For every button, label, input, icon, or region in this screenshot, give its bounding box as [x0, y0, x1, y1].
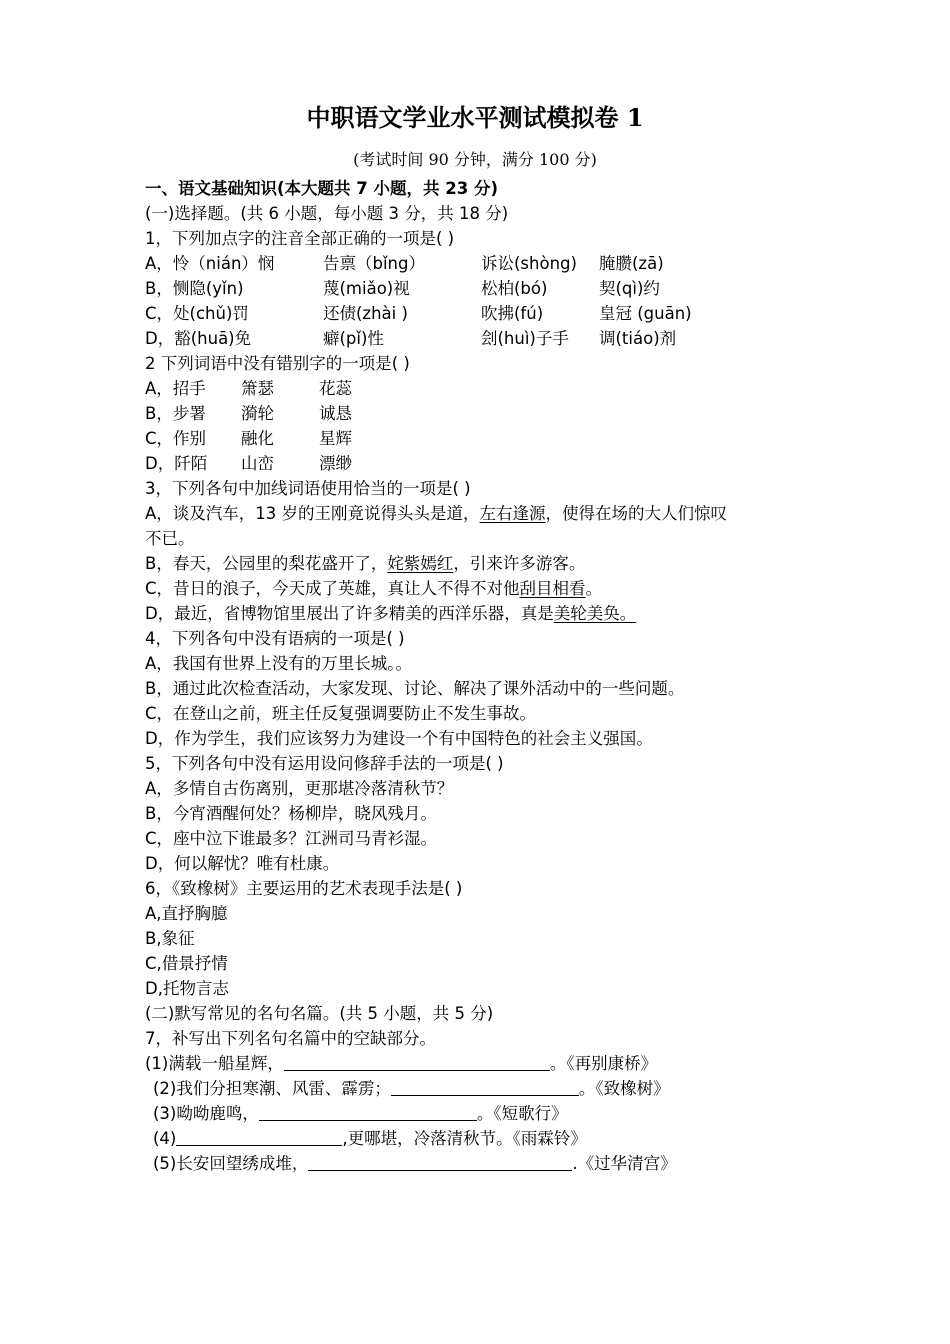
option-word: 怜（nián）悯 [172, 254, 275, 273]
q7-item-5 [153, 1151, 833, 1176]
q4-option-a: A，我国有世界上没有的万里长城。。 [145, 654, 413, 673]
option-word: 松柏(bó) [481, 279, 548, 298]
item-text: (4) [153, 1129, 177, 1148]
item-text: (2)我们分担寒潮、风雷、霹雳； [153, 1079, 391, 1098]
item-text: (1)满载一船星辉， [145, 1054, 284, 1073]
underlined-phrase: 姹紫嫣红 [387, 554, 454, 573]
q5-option-c: C，座中泣下谁最多？江洲司马青衫湿。 [145, 829, 438, 848]
q5-option-a: A，多情自古伤离别，更那堪冷落清秋节？ [145, 779, 454, 798]
option-label: C， [145, 304, 174, 323]
q2-option-a [145, 376, 825, 401]
q5-option-b: B，今宵酒醒何处？杨柳岸，晓风残月。 [145, 804, 437, 823]
option-word: 癖(pǐ)性 [323, 329, 384, 348]
option-word: 山峦 [241, 454, 274, 473]
option-word: 阡陌 [174, 454, 208, 473]
option-word: 漂缈 [319, 454, 352, 473]
q6-option-c: C,借景抒情 [145, 954, 228, 973]
option-word: 诉讼(shòng) [481, 254, 577, 273]
question-4-stem: 4，下列各句中没有语病的一项是( ) [145, 629, 405, 648]
q3-option-c [145, 576, 825, 601]
q4-option-b: B，通过此次检查活动，大家发现、讨论、解决了课外活动中的一些问题。 [145, 679, 685, 698]
option-word: 告禀（bǐng） [323, 254, 425, 273]
option-word: 腌臜(zā) [599, 254, 664, 273]
option-word: 步署 [172, 404, 206, 423]
answer-blank[interactable] [259, 1104, 477, 1121]
q3-option-d [145, 601, 825, 626]
q7-item-1 [145, 1051, 825, 1076]
q1-option-c [145, 301, 825, 326]
question-7-stem: 7，补写出下列名句名篇中的空缺部分。 [145, 1029, 436, 1048]
option-text: ，使得在场的大人们惊叹 [545, 504, 728, 523]
question-3-stem: 3，下列各句中加线词语使用恰当的一项是( ) [145, 479, 471, 498]
option-label: D， [145, 329, 175, 348]
option-text: A，谈及汽车，13 岁的王刚竟说得头头是道， [145, 504, 480, 523]
q3-option-a-continued: 不已。 [145, 529, 195, 548]
option-text: B，春天，公园里的梨花盛开了， [145, 554, 388, 573]
q5-option-d: D，何以解忧？唯有杜康。 [145, 854, 340, 873]
option-word: 处(chǔ)罚 [173, 304, 249, 323]
question-5-stem: 5，下列各句中没有运用设问修辞手法的一项是( ) [145, 754, 504, 773]
option-label: C， [145, 429, 174, 448]
q4-option-d: D，作为学生，我们应该努力为建设一个有中国特色的社会主义强国。 [145, 729, 653, 748]
q7-item-2 [153, 1076, 833, 1101]
question-1-stem: 1，下列加点字的注音全部正确的一项是( ) [145, 229, 455, 248]
option-word: 作别 [173, 429, 207, 448]
q7-item-3 [153, 1101, 833, 1126]
item-text: 。《致橡树》 [578, 1079, 670, 1098]
answer-blank[interactable] [176, 1129, 342, 1146]
q2-option-b [145, 401, 825, 426]
q2-option-c [145, 426, 825, 451]
option-word: 豁(huā)免 [174, 329, 252, 348]
page-title: 中职语文学业水平测试模拟卷 1 [306, 103, 644, 132]
part1-heading: (一)选择题。(共 6 小题，每小题 3 分，共 18 分) [145, 204, 509, 223]
item-text: 。《短歌行》 [476, 1104, 568, 1123]
option-word: 花蕊 [319, 379, 352, 398]
section-heading: 一、语文基础知识(本大题共 7 小题，共 23 分) [145, 179, 499, 198]
option-text: C，昔日的浪子，今天成了英雄，真让人不得不对他 [145, 579, 520, 598]
underlined-phrase: 刮目相看 [519, 579, 586, 598]
option-word: 刽(huì)子手 [481, 329, 569, 348]
answer-blank[interactable] [308, 1154, 572, 1171]
option-word: 漪轮 [241, 404, 274, 423]
option-text: ，引来许多游客。 [453, 554, 586, 573]
underlined-phrase: 美轮美奂。 [553, 604, 637, 623]
item-text: .《过华清宫》 [572, 1154, 677, 1173]
option-word: 蔑(miǎo)视 [323, 279, 410, 298]
option-label: B， [145, 404, 173, 423]
option-word: 皇冠 (guān) [599, 304, 692, 323]
q7-item-4 [153, 1126, 833, 1151]
option-label: B， [145, 279, 173, 298]
q6-option-b: B,象征 [145, 929, 195, 948]
answer-blank[interactable] [391, 1079, 579, 1096]
answer-blank[interactable] [284, 1054, 550, 1071]
q1-option-a [145, 251, 825, 276]
q3-option-a [145, 501, 825, 526]
item-text: (5)长安回望绣成堆， [153, 1154, 309, 1173]
q1-option-d [145, 326, 825, 351]
option-label: A， [145, 379, 173, 398]
question-2-stem: 2 下列词语中没有错别字的一项是( ) [145, 354, 410, 373]
item-text: 。《再别康桥》 [549, 1054, 658, 1073]
option-word: 契(qì)约 [599, 279, 660, 298]
part2-heading: (二)默写常见的名句名篇。(共 5 小题，共 5 分) [145, 1004, 494, 1023]
underlined-phrase: 左右逢源 [479, 504, 546, 523]
option-word: 诚恳 [319, 404, 352, 423]
option-label: A， [145, 254, 173, 273]
option-text: D，最近，省博物馆里展出了许多精美的西洋乐器，真是 [145, 604, 554, 623]
option-word: 调(tiáo)剂 [599, 329, 677, 348]
option-word: 箫瑟 [241, 379, 274, 398]
question-6-stem: 6，《致橡树》主要运用的艺术表现手法是( ) [145, 879, 463, 898]
option-word: 恻隐(yǐn) [172, 279, 244, 298]
item-text: (3)呦呦鹿鸣， [153, 1104, 259, 1123]
option-word: 招手 [172, 379, 206, 398]
exam-info: (考试时间 90 分钟，满分 100 分) [353, 150, 597, 169]
q2-option-d [145, 451, 825, 476]
item-text: ,更哪堪，冷落清秋节。《雨霖铃》 [342, 1129, 587, 1148]
option-word: 融化 [241, 429, 274, 448]
q4-option-c: C，在登山之前，班主任反复强调要防止不发生事故。 [145, 704, 537, 723]
option-text: 。 [585, 579, 603, 598]
q3-option-b [145, 551, 825, 576]
option-word: 星辉 [319, 429, 352, 448]
option-word: 吹拂(fú) [481, 304, 544, 323]
q6-option-a: A,直抒胸臆 [145, 904, 228, 923]
option-label: D， [145, 454, 175, 473]
q1-option-b [145, 276, 825, 301]
q6-option-d: D,托物言志 [145, 979, 229, 998]
option-word: 还债(zhài ) [323, 304, 408, 323]
